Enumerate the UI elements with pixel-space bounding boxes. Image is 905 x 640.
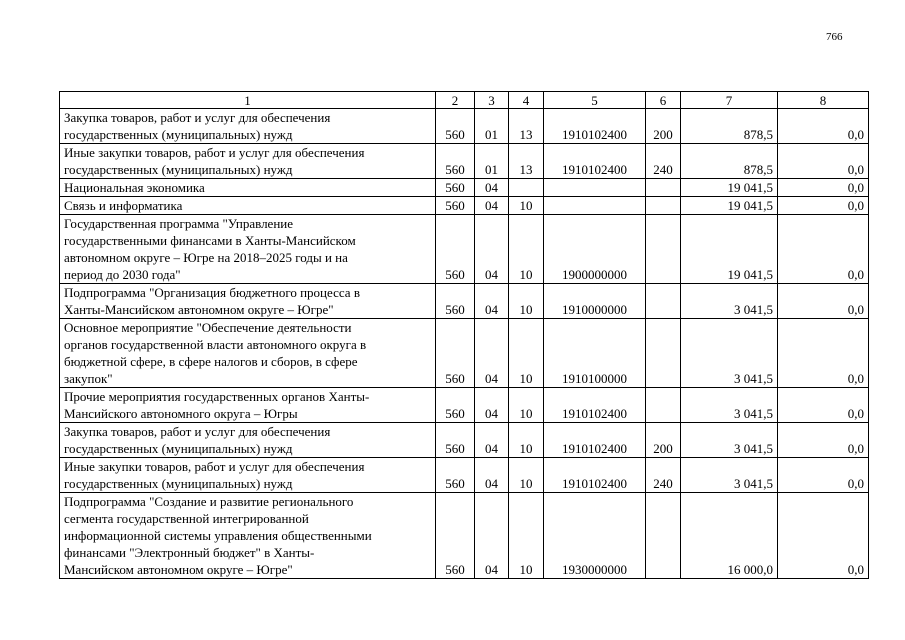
table-row	[60, 144, 869, 179]
row-col-7: 16 000,0	[681, 493, 778, 579]
row-col-7: 878,5	[681, 144, 778, 179]
row-col-8: 0,0	[778, 215, 869, 284]
row-col-4: 10	[509, 388, 544, 423]
table-row	[60, 458, 869, 493]
row-name: Закупка товаров, работ и услуг для обеспечения государственных (муниципальных) нужд	[60, 423, 436, 458]
table-row	[60, 319, 869, 388]
row-col-6	[646, 319, 681, 388]
row-col-3: 04	[475, 179, 509, 197]
row-col-5: 1900000000	[544, 215, 646, 284]
table-row	[60, 215, 869, 284]
row-col-7: 3 041,5	[681, 423, 778, 458]
row-name: Прочие мероприятия государственных органов Ханты- Мансийского автономного округа – Югры	[60, 388, 436, 423]
row-col-2: 560	[436, 197, 475, 215]
row-col-6: 200	[646, 423, 681, 458]
row-name: Подпрограмма "Создание и развитие регионального сегмента государственной интегрированной информационной системы управления общественными финансами "Электронный бюджет" в Ханты- Мансийском автономном округе – Югре"	[60, 493, 436, 579]
row-col-4: 10	[509, 458, 544, 493]
budget-table	[59, 91, 869, 579]
row-col-8: 0,0	[778, 284, 869, 319]
row-col-2: 560	[436, 319, 475, 388]
table-row	[60, 109, 869, 144]
row-col-2: 560	[436, 179, 475, 197]
table-header	[60, 92, 869, 109]
row-col-6	[646, 493, 681, 579]
row-col-7: 19 041,5	[681, 197, 778, 215]
row-col-8: 0,0	[778, 423, 869, 458]
row-col-6: 240	[646, 458, 681, 493]
table-row	[60, 284, 869, 319]
row-col-8: 0,0	[778, 493, 869, 579]
table-row	[60, 388, 869, 423]
row-col-8: 0,0	[778, 197, 869, 215]
header-col-2: 2	[436, 92, 475, 109]
row-col-2: 560	[436, 493, 475, 579]
row-col-6	[646, 388, 681, 423]
header-col-7: 7	[681, 92, 778, 109]
row-col-3: 01	[475, 144, 509, 179]
row-col-5: 1930000000	[544, 493, 646, 579]
row-col-2: 560	[436, 284, 475, 319]
row-name: Иные закупки товаров, работ и услуг для обеспечения государственных (муниципальных) нужд	[60, 144, 436, 179]
row-col-6	[646, 179, 681, 197]
row-name: Государственная программа "Управление государственными финансами в Ханты-Мансийском автономном округе – Югре на 2018–2025 годы и на период до 2030 года"	[60, 215, 436, 284]
row-col-2: 560	[436, 215, 475, 284]
row-name: Национальная экономика	[60, 179, 436, 197]
row-col-2: 560	[436, 423, 475, 458]
row-col-8: 0,0	[778, 144, 869, 179]
row-col-3: 04	[475, 284, 509, 319]
row-col-4: 13	[509, 109, 544, 144]
row-col-3: 04	[475, 388, 509, 423]
row-col-6	[646, 284, 681, 319]
row-col-4: 10	[509, 493, 544, 579]
row-col-5: 1910100000	[544, 319, 646, 388]
row-col-4: 10	[509, 215, 544, 284]
row-col-8: 0,0	[778, 109, 869, 144]
row-col-6	[646, 215, 681, 284]
table-row	[60, 179, 869, 197]
row-col-3: 04	[475, 423, 509, 458]
row-col-3: 04	[475, 215, 509, 284]
row-col-5: 1910102400	[544, 109, 646, 144]
row-col-5: 1910102400	[544, 144, 646, 179]
row-col-7: 3 041,5	[681, 284, 778, 319]
row-col-4: 10	[509, 197, 544, 215]
table-row	[60, 197, 869, 215]
row-col-8: 0,0	[778, 179, 869, 197]
row-col-2: 560	[436, 144, 475, 179]
row-col-6	[646, 197, 681, 215]
row-col-6: 240	[646, 144, 681, 179]
page-number: 766	[826, 31, 843, 43]
row-col-7: 3 041,5	[681, 388, 778, 423]
row-col-2: 560	[436, 458, 475, 493]
row-col-2: 560	[436, 109, 475, 144]
row-name: Основное мероприятие "Обеспечение деятельности органов государственной власти автономного округа в бюджетной сфере, в сфере налогов и сборов, в сфере закупок"	[60, 319, 436, 388]
row-name: Подпрограмма "Организация бюджетного процесса в Ханты-Мансийском автономном округе – Югре"	[60, 284, 436, 319]
row-col-8: 0,0	[778, 458, 869, 493]
row-col-5: 1910102400	[544, 458, 646, 493]
row-col-5: 1910000000	[544, 284, 646, 319]
row-name: Связь и информатика	[60, 197, 436, 215]
row-col-4: 10	[509, 319, 544, 388]
row-col-7: 3 041,5	[681, 458, 778, 493]
row-col-4: 10	[509, 284, 544, 319]
header-col-4: 4	[509, 92, 544, 109]
row-col-7: 19 041,5	[681, 179, 778, 197]
row-col-7: 19 041,5	[681, 215, 778, 284]
row-col-3: 04	[475, 493, 509, 579]
row-col-8: 0,0	[778, 319, 869, 388]
row-col-7: 878,5	[681, 109, 778, 144]
row-col-4	[509, 179, 544, 197]
header-col-5: 5	[544, 92, 646, 109]
row-col-5: 1910102400	[544, 423, 646, 458]
row-col-7: 3 041,5	[681, 319, 778, 388]
header-col-1: 1	[60, 92, 436, 109]
header-row	[60, 92, 869, 109]
row-name: Закупка товаров, работ и услуг для обеспечения государственных (муниципальных) нужд	[60, 109, 436, 144]
row-col-5	[544, 179, 646, 197]
header-col-8: 8	[778, 92, 869, 109]
row-col-6: 200	[646, 109, 681, 144]
row-col-2: 560	[436, 388, 475, 423]
row-col-8: 0,0	[778, 388, 869, 423]
row-col-3: 04	[475, 319, 509, 388]
row-col-4: 13	[509, 144, 544, 179]
table-row	[60, 423, 869, 458]
row-name: Иные закупки товаров, работ и услуг для обеспечения государственных (муниципальных) нужд	[60, 458, 436, 493]
header-col-3: 3	[475, 92, 509, 109]
table-body	[60, 109, 869, 579]
header-col-6: 6	[646, 92, 681, 109]
row-col-5	[544, 197, 646, 215]
table-row	[60, 493, 869, 579]
row-col-5: 1910102400	[544, 388, 646, 423]
row-col-3: 01	[475, 109, 509, 144]
row-col-3: 04	[475, 458, 509, 493]
row-col-3: 04	[475, 197, 509, 215]
row-col-4: 10	[509, 423, 544, 458]
